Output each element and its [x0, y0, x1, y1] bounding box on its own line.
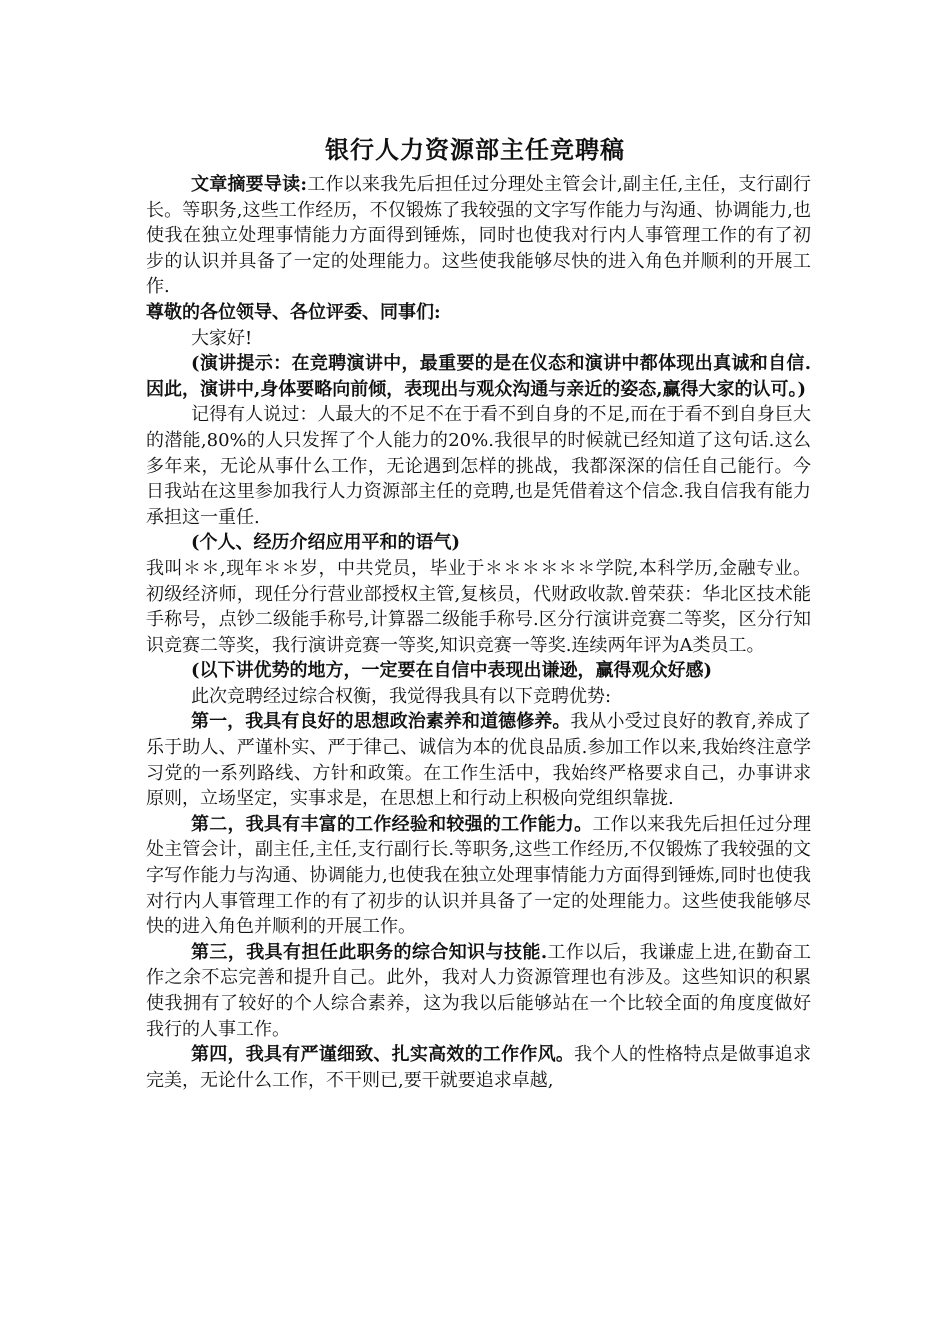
point-2-paragraph — [146, 812, 811, 940]
point-4-heading: 第四，我具有严谨细致、扎实高效的工作作风。 — [191, 1044, 575, 1066]
document-body — [146, 172, 811, 1093]
point-4-text: 我个人的性格特点是做事追求完美，无论什么工作，不干则已,要干就要追求卓越, — [146, 1044, 812, 1091]
document-title: 银行人力资源部主任竞聘稿 — [325, 135, 625, 164]
speech-tip-3: (以下讲优势的地方，一定要在自信中表现出谦逊，赢得观众好感) — [191, 660, 713, 682]
speech-tip-1: (演讲提示：在竞聘演讲中，最重要的是在仪态和演讲中都体现出真诚和自信.因此，演讲中,身体要略向前倾，表现出与观众沟通与亲近的姿态,赢得大家的认可。) — [146, 353, 811, 400]
point-1-heading: 第一，我具有良好的思想政治素养和道德修养。 — [191, 711, 571, 733]
abstract-text: 工作以来我先后担任过分理处主管会计,副主任,主任，支行副行长。等职务,这些工作经历，不仅锻炼了我较强的文字写作能力与沟通、协调能力,也使我在独立处理事情能力方面得到锤炼，同时也使我对行内人事管理工作的有了初步的认识并具备了一定的处理能力。这些使我能够尽快的进入角色并顺利的开展工作. — [146, 174, 811, 298]
abstract-label: 文章摘要导读: — [191, 174, 307, 195]
point-1-paragraph — [146, 709, 811, 811]
point-3-paragraph — [146, 940, 811, 1042]
point-1-text: 我从小受过良好的教育,养成了乐于助人、严谨朴实、严于律己、诚信为本的优良品质.参加工作以来,我始终注意学习党的一系列路线、方针和政策。在工作生活中，我始终严格要求自己，办事讲求原则，立场坚定，实事求是，在思想上和行动上积极向党组织靠拢. — [146, 711, 811, 810]
abstract-paragraph — [146, 172, 811, 300]
point-4-paragraph — [146, 1042, 811, 1093]
paragraph-3: 此次竞聘经过综合权衡，我觉得我具有以下竞聘优势: — [191, 685, 612, 707]
paragraph-2: 我叫＊＊,现年＊＊岁，中共党员，毕业于＊＊＊＊＊＊学院,本科学历,金融专业。初级经济师，现任分行营业部授权主管,复核员，代财政收款.曾荣获：华北区技术能手称号，点钞二级能手称号,计算器二级能手称号.区分行演讲竞赛二等奖，区分行知识竞赛二等奖，我行演讲竞赛一等奖,知识竞赛一等奖.连续两年评为A类员工。 — [146, 557, 811, 656]
point-2-text: 工作以来我先后担任过分理处主管会计，副主任,主任,支行副行长.等职务,这些工作经历,不仅锻炼了我较强的文字写作能力与沟通、协调能力,也使我在独立处理事情能力方面得到锤炼,同时也使我对行内人事管理工作的有了初步的认识并具备了一定的处理能力。这些使我能够尽快的进入角色并顺利的开展工作。 — [146, 813, 812, 938]
paragraph-1: 记得有人说过：人最大的不足不在于看不到自身的不足,而在于看不到自身巨大的潜能,80%的人只发挥了个人能力的20%.我很早的时候就已经知道了这句话.这么多年来，无论从事什么工作，无论遇到怎样的挑战，我都深深的信任自己能行。今日我站在这里参加我行人力资源部主任的竞聘,也是凭借着这个信念.我自信我有能力承担这一重任. — [146, 404, 811, 528]
speech-tip-2: (个人、经历介绍应用平和的语气) — [191, 532, 461, 554]
point-3-text: 工作以后，我谦虚上进,在勤奋工作之余不忘完善和提升自己。此外，我对人力资源管理也有涉及。这些知识的积累使我拥有了较好的个人综合素养，这为我以后能够站在一个比较全面的角度度做好我行的人事工作。 — [146, 941, 811, 1040]
greeting: 大家好! — [191, 327, 253, 349]
point-3-heading: 第三，我具有担任此职务的综合知识与技能. — [191, 941, 548, 963]
point-2-heading: 第二，我具有丰富的工作经验和较强的工作能力。 — [191, 813, 593, 835]
salutation: 尊敬的各位领导、各位评委、同事们: — [146, 301, 441, 323]
